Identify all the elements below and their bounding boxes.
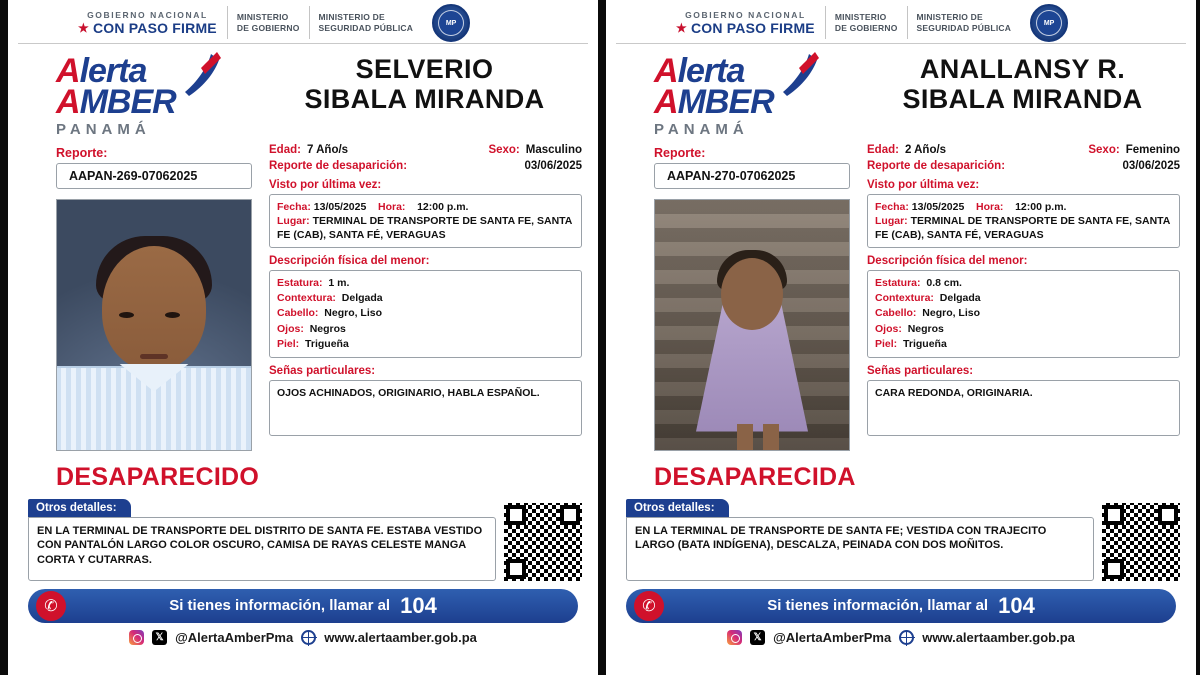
reporte-desaparicion-label: Reporte de desaparición:	[867, 159, 1006, 172]
report-date-row	[867, 160, 1180, 172]
descripcion-label: Descripción física del menor:	[269, 255, 430, 268]
reporte-label: Reporte:	[654, 145, 706, 160]
sexo-value: Femenino	[1125, 143, 1180, 156]
call-banner	[28, 589, 578, 623]
ojos-label: Ojos:	[875, 322, 902, 335]
social-handle[interactable]: @AlertaAmberPma	[175, 629, 294, 645]
gov-tagline-small: GOBIERNO NACIONAL	[87, 9, 208, 20]
cabello-value: Negro, Liso	[922, 307, 981, 320]
cabello-label: Cabello:	[277, 307, 319, 320]
call-text: Si tienes información, llamar al	[169, 597, 391, 615]
fecha-label: Fecha:	[277, 200, 311, 213]
qr-finder-top-left	[1104, 505, 1124, 525]
instagram-icon[interactable]	[727, 630, 742, 645]
estatura-value: 1 m.	[328, 277, 350, 290]
qr-code[interactable]	[1102, 503, 1180, 581]
reporte-desaparicion-label: Reporte de desaparición:	[269, 159, 408, 172]
otros-detalles-section	[18, 498, 588, 581]
call-number: 104	[400, 592, 437, 618]
brand-and-name	[616, 50, 1186, 138]
social-footer	[18, 630, 588, 645]
alerta-amber-logo	[616, 50, 861, 138]
gov-brand	[18, 4, 227, 41]
reporte-desaparicion-value: 03/06/2025	[524, 159, 582, 172]
amber-poster-left	[8, 0, 598, 675]
logo-line-amber: AMBER	[654, 83, 774, 122]
missing-person-photo	[654, 199, 850, 451]
star-icon: ★	[78, 20, 89, 35]
right-column	[263, 140, 588, 492]
report-date-row	[269, 160, 582, 172]
status-badge: DESAPARECIDO	[56, 462, 260, 491]
ministry-gobierno: MINISTERIO DE GOBIERNO	[236, 11, 300, 33]
logo-line-alerta: Alerta	[56, 52, 147, 90]
social-handle[interactable]: @AlertaAmberPma	[773, 629, 892, 645]
ministry-seal-icon: MP	[432, 4, 470, 42]
poster-body	[18, 140, 588, 492]
qr-finder-top-right	[560, 505, 580, 525]
edad-label: Edad:	[269, 143, 301, 156]
edad-value: 7 Año/s	[306, 143, 349, 156]
globe-icon[interactable]	[899, 630, 914, 645]
qr-finder-bottom-left	[1104, 559, 1124, 579]
swoosh-icon	[779, 52, 819, 96]
otros-value: EN LA TERMINAL DE TRANSPORTE DE SANTA FE; VESTIDA CON TRAJECITO LARGO (BATA INDÍGENA), DESCALZA, PEINADA CON DOS MOÑITOS.	[626, 517, 1094, 581]
left-column	[18, 140, 263, 492]
piel-label: Piel:	[875, 337, 898, 350]
lugar-label: Lugar:	[277, 214, 310, 227]
logo-country: PANAMÁ	[56, 120, 151, 138]
photo-head	[102, 246, 206, 370]
logo-country: PANAMÁ	[654, 120, 749, 138]
photo-head	[721, 258, 783, 330]
contextura-value: Delgada	[939, 292, 981, 305]
edad-value: 2 Año/s	[904, 143, 947, 156]
age-sex-row	[269, 144, 582, 156]
ministry-seguridad: MINISTERIO DE SEGURIDAD PÚBLICA	[318, 11, 414, 33]
hora-value: 12:00 p.m.	[1015, 200, 1067, 213]
alerta-amber-logo	[18, 50, 263, 138]
estatura-label: Estatura:	[277, 277, 323, 290]
estatura-value: 0.8 cm.	[926, 277, 962, 290]
missing-person-name: ANALLANSY R. SIBALA MIRANDA	[902, 54, 1143, 115]
swoosh-icon	[181, 52, 221, 96]
piel-value: Trigueña	[305, 337, 349, 350]
gov-tagline-small: GOBIERNO NACIONAL	[685, 9, 806, 20]
reporte-value: AAPAN-270-07062025	[654, 163, 850, 189]
hora-label: Hora:	[378, 200, 406, 213]
gov-brand	[616, 4, 825, 41]
left-column	[616, 140, 861, 492]
call-banner	[626, 589, 1176, 623]
ojos-value: Negros	[907, 322, 944, 335]
reporte-value: AAPAN-269-07062025	[56, 163, 252, 189]
estatura-label: Estatura:	[875, 277, 921, 290]
piel-value: Trigueña	[903, 337, 947, 350]
senas-value: CARA REDONDA, ORIGINARIA.	[867, 380, 1180, 436]
sexo-label: Sexo:	[488, 143, 520, 156]
physical-description-panel	[867, 270, 1180, 358]
social-footer	[616, 630, 1186, 645]
senas-label: Señas particulares:	[269, 364, 376, 377]
qr-finder-top-right	[1158, 505, 1178, 525]
photo-mouth	[140, 354, 168, 359]
reporte-desaparicion-value: 03/06/2025	[1122, 159, 1180, 172]
poster-body	[616, 140, 1186, 492]
sexo-label: Sexo:	[1088, 143, 1120, 156]
gov-tagline-big: ★ CON PASO FIRME	[78, 19, 217, 36]
brand-and-name	[18, 50, 588, 138]
reporte-label: Reporte:	[56, 145, 108, 160]
fecha-value: 13/05/2025	[911, 200, 965, 213]
visto-label: Visto por última vez:	[867, 178, 980, 191]
senas-label: Señas particulares:	[867, 364, 974, 377]
lugar-value: TERMINAL DE TRANSPORTE DE SANTA FE, SANTA FE (CAB), SANTA FÉ, VERAGUAS	[875, 214, 1170, 241]
otros-detalles-section	[616, 498, 1186, 581]
fecha-value: 13/05/2025	[313, 200, 367, 213]
call-text: Si tienes información, llamar al	[767, 597, 989, 615]
otros-label: Otros detalles:	[626, 499, 729, 517]
logo-line-alerta: Alerta	[654, 52, 745, 90]
government-header	[616, 4, 1186, 44]
amber-poster-right	[606, 0, 1196, 675]
contextura-value: Delgada	[341, 292, 383, 305]
contextura-label: Contextura:	[277, 292, 336, 305]
photo-eye-left	[119, 312, 134, 318]
missing-person-name: SELVERIO SIBALA MIRANDA	[304, 54, 545, 115]
photo-leg-right	[763, 424, 779, 450]
ministry-seguridad: MINISTERIO DE SEGURIDAD PÚBLICA	[916, 11, 1012, 33]
contextura-label: Contextura:	[875, 292, 934, 305]
website-url[interactable]: www.alertaamber.gob.pa	[324, 629, 477, 645]
qr-finder-top-left	[506, 505, 526, 525]
fecha-label: Fecha:	[875, 200, 909, 213]
qr-finder-bottom-left	[506, 559, 526, 579]
ojos-value: Negros	[309, 322, 346, 335]
phone-icon: ✆	[36, 591, 66, 621]
qr-code[interactable]	[504, 503, 582, 581]
status-badge: DESAPARECIDA	[654, 462, 856, 491]
right-column	[861, 140, 1186, 492]
website-url[interactable]: www.alertaamber.gob.pa	[922, 629, 1075, 645]
photo-leg-left	[737, 424, 753, 450]
last-seen-panel	[867, 194, 1180, 249]
logo-line-amber: AMBER	[56, 83, 176, 122]
instagram-icon[interactable]	[129, 630, 144, 645]
globe-icon[interactable]	[301, 630, 316, 645]
sexo-value: Masculino	[525, 143, 582, 156]
edad-label: Edad:	[867, 143, 899, 156]
senas-value: OJOS ACHINADOS, ORIGINARIO, HABLA ESPAÑOL.	[269, 380, 582, 436]
otros-label: Otros detalles:	[28, 499, 131, 517]
cabello-label: Cabello:	[875, 307, 917, 320]
lugar-value: TERMINAL DE TRANSPORTE DE SANTA FE, SANTA FE (CAB), SANTA FÉ, VERAGUAS	[277, 214, 572, 241]
star-icon: ★	[676, 20, 687, 35]
ojos-label: Ojos:	[277, 322, 304, 335]
missing-person-photo	[56, 199, 252, 451]
hora-label: Hora:	[976, 200, 1004, 213]
ministry-gobierno: MINISTERIO DE GOBIERNO	[834, 11, 898, 33]
piel-label: Piel:	[277, 337, 300, 350]
x-twitter-icon[interactable]: 𝕏	[750, 630, 765, 645]
call-number: 104	[998, 592, 1035, 618]
gov-tagline-big: ★ CON PASO FIRME	[676, 19, 815, 36]
otros-value: EN LA TERMINAL DE TRANSPORTE DEL DISTRITO DE SANTA FE. ESTABA VESTIDO CON PANTALÓN LARGO COLOR OSCURO, CAMISA DE RAYAS CELESTE MANGA CORTA Y CUTARRAS.	[28, 517, 496, 581]
x-twitter-icon[interactable]: 𝕏	[152, 630, 167, 645]
phone-icon: ✆	[634, 591, 664, 621]
age-sex-row	[867, 144, 1180, 156]
lugar-label: Lugar:	[875, 214, 908, 227]
hora-value: 12:00 p.m.	[417, 200, 469, 213]
last-seen-panel	[269, 194, 582, 249]
government-header	[18, 4, 588, 44]
visto-label: Visto por última vez:	[269, 178, 382, 191]
descripcion-label: Descripción física del menor:	[867, 255, 1028, 268]
photo-eye-right	[165, 312, 180, 318]
ministry-seal-icon: MP	[1030, 4, 1068, 42]
cabello-value: Negro, Liso	[324, 307, 383, 320]
physical-description-panel	[269, 270, 582, 358]
